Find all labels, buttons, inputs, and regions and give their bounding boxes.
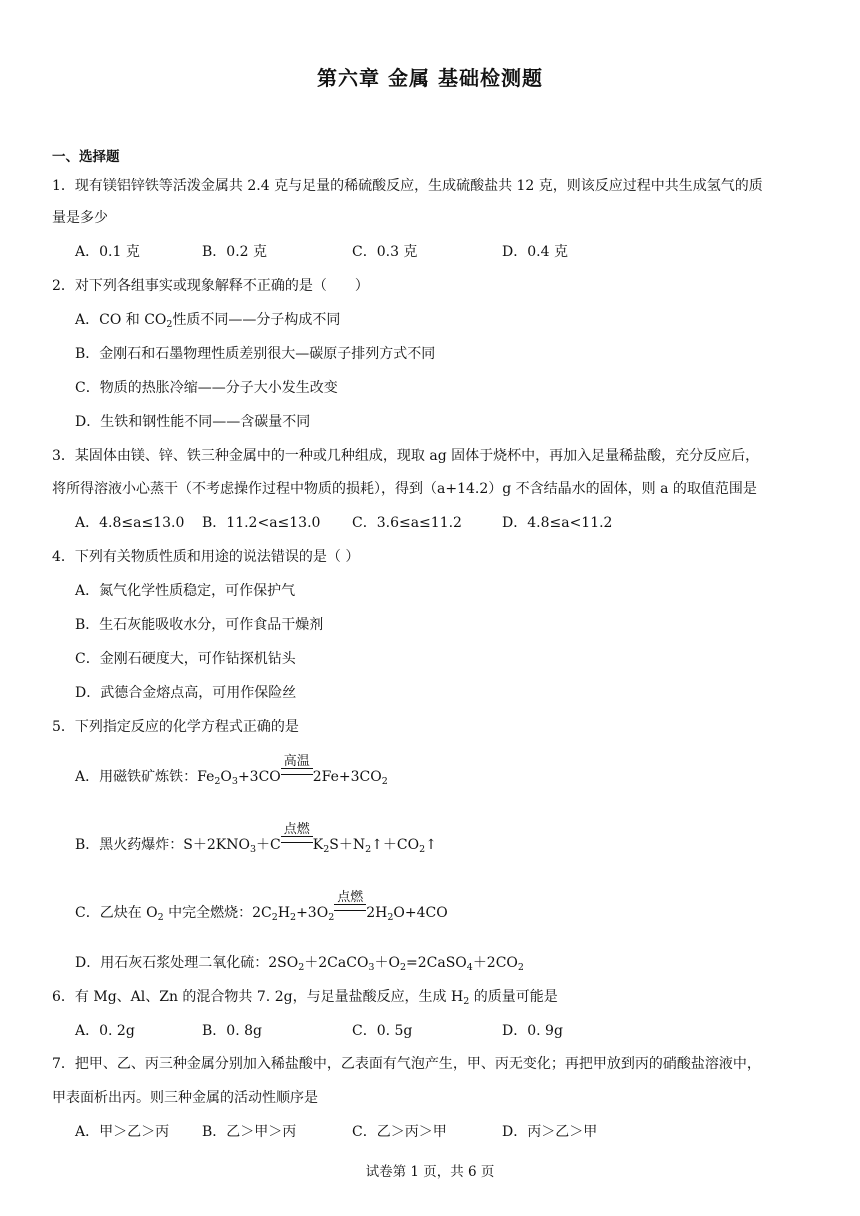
q5-option-b-reactants: $S+2KNO_3+C$	[183, 837, 281, 855]
q3-option-a[interactable]: A．4.8≤a≤13.0	[75, 515, 185, 531]
q6-option-a[interactable]: A．0. 2g	[75, 1023, 135, 1039]
q6-stem-pre: 6．有 Mg、Al、Zn 的混合物共 7. 2g，与足量盐酸反应，生成 H	[52, 989, 464, 1005]
q5-option-c[interactable]	[75, 890, 448, 923]
q1-stem-line1: 1．现有镁铝锌铁等活泼金属共 2.4 克与足量的稀硫酸反应，生成硫酸盐共 12 克，则该反应过程中共生成氢气的质	[52, 178, 763, 194]
section-heading: 一、选择题	[52, 149, 120, 165]
q5-option-c-condition	[334, 890, 366, 921]
q2-option-d[interactable]: D．生铁和钢性能不同——含碳量不同	[75, 414, 311, 430]
q7-stem-line1: 7．把甲、乙、丙三种金属分别加入稀盐酸中，乙表面有气泡产生，甲、丙无变化；再把甲放到丙的硝酸盐溶液中，	[52, 1056, 761, 1072]
q3-stem-line2: 将所得溶液小心蒸干（不考虑操作过程中物质的损耗），得到（a+14.2）g 不含结晶水的固体，则 a 的取值范围是	[52, 481, 757, 497]
q4-option-c[interactable]: C．金刚石硬度大，可作钻探机钻头	[75, 651, 296, 667]
q5-option-a-condition-text: 高温	[283, 754, 310, 769]
q5-option-a-reactants: $Fe_2O_3+3CO$	[197, 769, 281, 787]
q7-option-c[interactable]: C．乙＞丙＞甲	[352, 1124, 447, 1140]
q4-option-b[interactable]: B．生石灰能吸收水分，可作食品干燥剂	[75, 617, 324, 633]
q1-option-b[interactable]: B．0.2 克	[202, 244, 268, 260]
q5-option-a-products: $2Fe+3CO_2$	[312, 769, 388, 787]
q5-option-b-products: $K_2S+N_2↑+CO_2↑$	[312, 837, 437, 855]
q4-option-d[interactable]: D．武德合金熔点高，可用作保险丝	[75, 685, 297, 701]
q5-option-c-reactants: $2C_2H_2+3O_2$	[252, 905, 335, 923]
q1-option-a[interactable]: A．0.1 克	[75, 244, 140, 260]
q3-stem-line1: 3．某固体由镁、锌、铁三种金属中的一种或几种组成，现取 ag 固体于烧杯中，再加入足量稀盐酸，充分反应后，	[52, 448, 760, 464]
q6-stem	[52, 986, 558, 1006]
q6-option-d[interactable]: D．0. 9g	[502, 1023, 563, 1039]
q7-option-d[interactable]: D．丙＞乙＞甲	[502, 1124, 598, 1140]
q7-option-a[interactable]: A．甲＞乙＞丙	[75, 1124, 170, 1140]
q4-option-a[interactable]: A．氮气化学性质稳定，可作保护气	[75, 583, 296, 599]
q7-option-b[interactable]: B．乙＞甲＞丙	[202, 1124, 297, 1140]
q2-option-a-pre: A．CO 和 CO	[75, 312, 167, 328]
q2-stem: 2．对下列各组事实或现象解释不正确的是（ ）	[52, 278, 369, 294]
q5-option-a-condition	[281, 754, 313, 785]
q5-option-c-condition-text: 点燃	[337, 890, 364, 905]
q2-option-b[interactable]: B．金刚石和石墨物理性质差别很大—碳原子排列方式不同	[75, 346, 436, 362]
q5-option-d-equation: $2SO_2+2CaCO_3+O_2=2CaSO_4+2CO_2$	[268, 955, 524, 973]
q1-option-c[interactable]: C．0.3 克	[352, 244, 418, 260]
q3-option-b[interactable]: B．11.2<a≤13.0	[202, 515, 321, 531]
q5-option-b[interactable]	[75, 822, 437, 855]
page-footer: 试卷第 1 页，共 6 页	[365, 1164, 495, 1180]
q1-option-d[interactable]: D．0.4 克	[502, 244, 568, 260]
q5-option-c-products: $2H_2O+4CO$	[366, 905, 448, 923]
q5-option-a[interactable]	[75, 754, 388, 787]
q2-option-c[interactable]: C．物质的热胀冷缩——分子大小发生改变	[75, 380, 338, 396]
q5-option-c-label-pre: C．乙炔在 O	[75, 905, 158, 921]
q1-stem-line2: 量是多少	[52, 210, 108, 226]
q5-option-d-label: D．用石灰石浆处理二氧化硫：	[75, 955, 269, 971]
q6-stem-post: 的质量可能是	[469, 989, 558, 1005]
q3-option-d[interactable]: D．4.8≤a<11.2	[502, 515, 613, 531]
q5-option-b-condition	[281, 822, 313, 853]
q2-option-a-sub: 2	[166, 319, 173, 330]
q5-option-a-label: A．用磁铁矿炼铁：	[75, 769, 198, 785]
q4-stem: 4．下列有关物质性质和用途的说法错误的是（ ）	[52, 549, 360, 565]
q2-option-a-post: 性质不同——分子构成不同	[172, 312, 341, 328]
q5-option-b-label: B．黑火药爆炸：	[75, 837, 184, 853]
q6-option-b[interactable]: B．0. 8g	[202, 1023, 262, 1039]
q5-option-b-condition-text: 点燃	[283, 822, 310, 837]
q3-option-c[interactable]: C．3.6≤a≤11.2	[352, 515, 462, 531]
q5-option-d[interactable]	[75, 952, 524, 972]
q7-stem-line2: 甲表面析出丙。则三种金属的活动性顺序是	[52, 1090, 318, 1106]
q6-option-c[interactable]: C．0. 5g	[352, 1023, 413, 1039]
q2-option-a[interactable]	[75, 309, 340, 329]
q6-stem-sub: 2	[463, 996, 470, 1007]
q5-option-c-label-post: 中完全燃烧：	[163, 905, 253, 921]
page-title: 第六章 金属 基础检测题	[317, 66, 543, 90]
q5-stem: 5．下列指定反应的化学方程式正确的是	[52, 719, 299, 735]
q5-option-c-label-sub: 2	[157, 912, 164, 923]
